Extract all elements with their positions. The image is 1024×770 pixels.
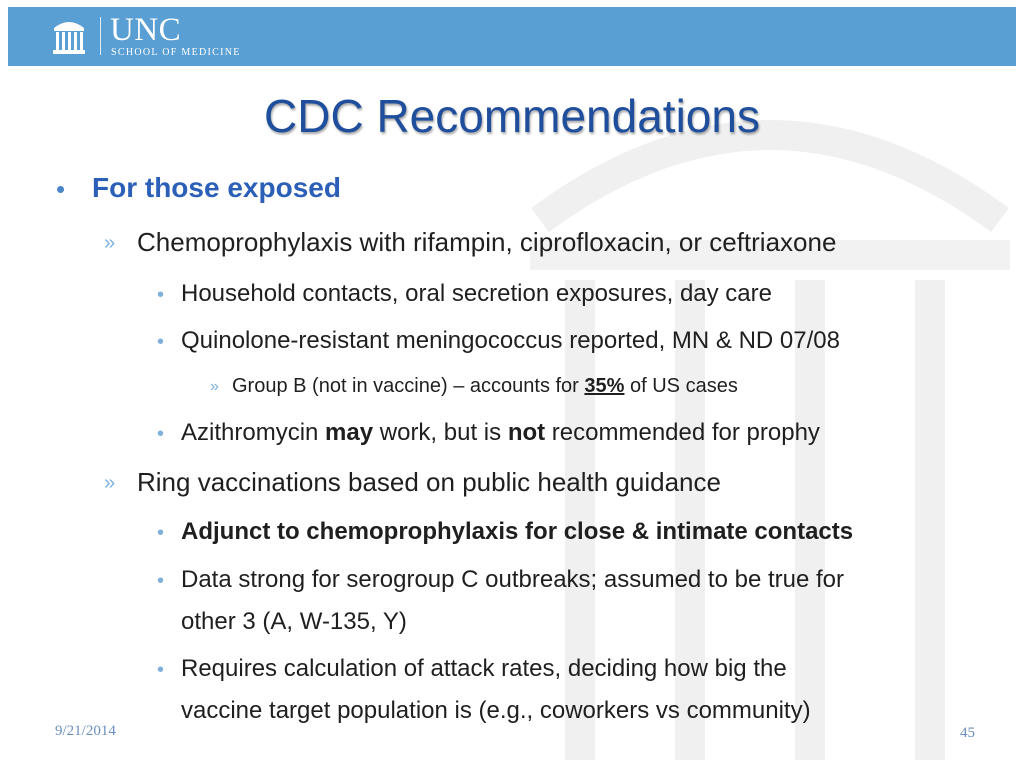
bullet-household-contacts: Household contacts, oral secretion exposures, day care: [181, 280, 772, 307]
logo-unc-text: UNC: [110, 12, 182, 48]
bullet-requires-line1: Requires calculation of attack rates, deciding how big the: [181, 655, 787, 682]
bullet-raquo-icon: »: [104, 472, 116, 494]
bullet-azithromycin: [181, 419, 820, 447]
bullet-dot-icon: •: [157, 331, 165, 353]
bullet-dot-icon: •: [56, 174, 66, 204]
group-b-percent: 35%: [584, 375, 625, 397]
bullet-dot-icon: •: [157, 284, 165, 306]
azithromycin-may: may: [325, 419, 374, 446]
azithromycin-not: not: [507, 419, 546, 446]
bullet-adjunct: Adjunct to chemoprophylaxis for close & intimate contacts: [181, 518, 854, 545]
bullet-dot-icon: •: [157, 522, 165, 544]
logo-school-text: SCHOOL OF MEDICINE: [111, 47, 241, 58]
bullet-data-strong-line1: Data strong for serogroup C outbreaks; assumed to be true for: [181, 566, 845, 593]
bullet-ring-vaccinations: Ring vaccinations based on public health guidance: [137, 467, 721, 497]
bullet-dot-icon: •: [157, 423, 165, 445]
group-b-suffix: of US cases: [624, 375, 738, 397]
slide-title: CDC Recommendations: [264, 90, 760, 142]
azithromycin-text: Azithromycin: [181, 419, 326, 446]
header-bar: [8, 7, 1016, 66]
bullet-raquo-icon: »: [210, 378, 219, 395]
group-b-text: Group B (not in vaccine) – accounts for: [232, 375, 585, 397]
bullet-chemoprophylaxis: Chemoprophylaxis with rifampin, ciprofloxacin, or ceftriaxone: [137, 227, 837, 257]
bullet-raquo-icon: »: [104, 232, 116, 254]
azithromycin-work: work, but is: [373, 419, 508, 446]
footer-page-number: 45: [960, 725, 975, 741]
azithromycin-rest: recommended for prophy: [545, 419, 820, 446]
bullet-group-b: [232, 375, 738, 398]
logo-divider: [100, 17, 101, 55]
bullet-quinolone-resistant: Quinolone-resistant meningococcus reported, MN & ND 07/08: [181, 327, 840, 354]
bullet-data-strong-line2: other 3 (A, W-135, Y): [181, 608, 407, 635]
footer-date: 9/21/2014: [55, 723, 116, 739]
bullet-for-those-exposed: For those exposed: [92, 172, 341, 203]
bullet-dot-icon: •: [157, 659, 165, 681]
bullet-requires-line2: vaccine target population is (e.g., coworkers vs community): [181, 697, 811, 724]
bullet-dot-icon: •: [157, 570, 165, 592]
old-well-logo-icon: [52, 16, 86, 56]
